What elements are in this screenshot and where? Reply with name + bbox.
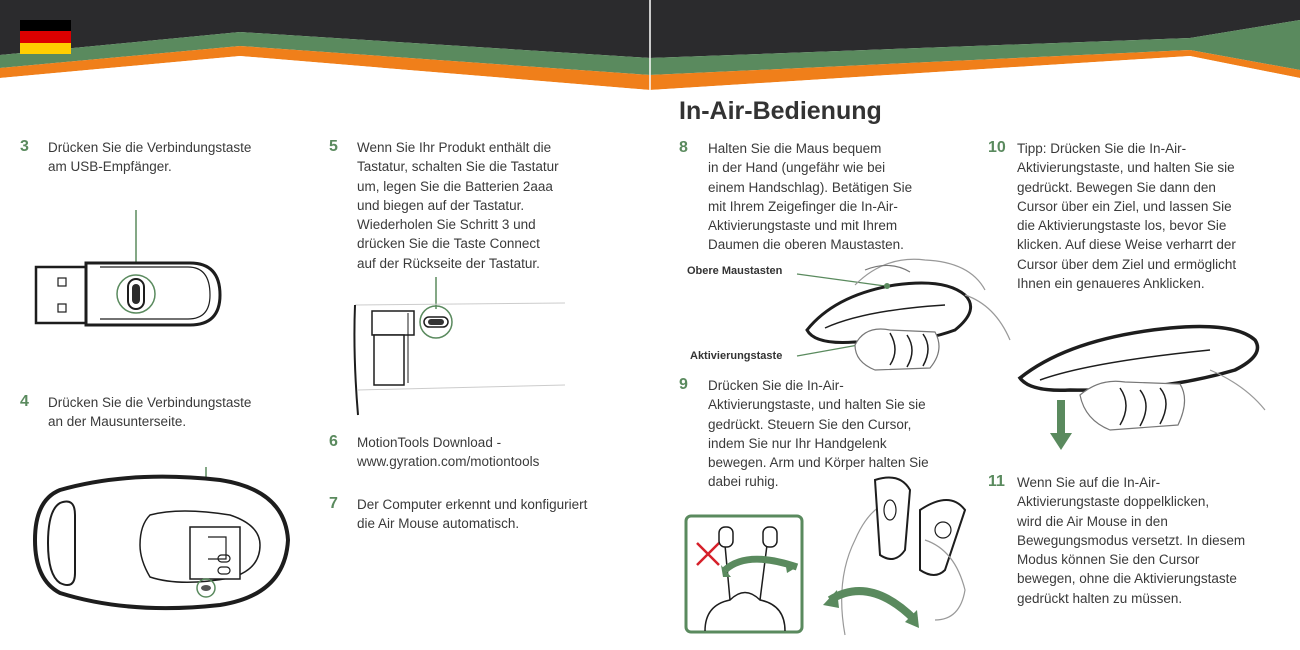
germany-flag-icon <box>20 20 71 54</box>
mouse-underside-illustration <box>30 465 292 615</box>
hand-holding-mouse-illustration <box>795 250 1015 375</box>
step-number: 5 <box>329 138 338 155</box>
keyboard-back-illustration <box>350 275 570 420</box>
correct-wrist-movement-illustration <box>815 470 980 640</box>
callout-top-buttons: Obere Maustasten <box>687 265 783 277</box>
step-text: Tipp: Drücken Sie die In-Air- Aktivierungstaste, und halten Sie sie gedrückt. Bewegen Sie dann den Cursor über ein Ziel, und lassen Sie die Aktivierungstaste los, bevor Sie klicken. Auf diese Weise verharrt der Cursor über dem Ziel und ermöglicht Ihnen ein genaueres Anklicken. <box>1017 141 1237 292</box>
step-number: 9 <box>679 376 688 393</box>
step-text: Drücken Sie die In-Air- Aktivierungstaste, und halten Sie sie gedrückt. Steuern Sie den Cursor, indem Sie nur Ihr Handgelenk bewegen. Arm und Körper halten Sie dabei ruhig. <box>708 378 929 490</box>
step-number: 3 <box>20 138 29 155</box>
incorrect-arm-movement-illustration <box>685 515 803 633</box>
step-text: Drücken Sie die Verbindungstaste an der Mausunterseite. <box>48 395 252 430</box>
step-text: Wenn Sie auf die In-Air- Aktivierungstaste doppelklicken, wird die Air Mouse in den Bewegungsmodus versetzt. In diesem Modus können Sie den Cursor bewegen, ohne die Aktivierungstaste gedrückt halten zu müssen. <box>1017 475 1246 606</box>
step-number: 7 <box>329 495 338 512</box>
callout-activation-button: Aktivierungstaste <box>690 350 783 362</box>
step-text: Wenn Sie Ihr Produkt enthält die Tastatur, schalten Sie die Tastatur um, legen Sie die Batterien 2aaa und biegen auf der Tastatur. Wiederholen Sie Schritt 3 und drücken Sie die Taste Connect auf der Rückseite der Tastatur. <box>357 140 559 271</box>
step-text: Drücken Sie die Verbindungstaste am USB-Empfänger. <box>48 140 252 175</box>
usb-receiver-illustration <box>30 205 230 330</box>
mouse-in-hand-cursor-illustration <box>1010 300 1275 455</box>
step-number: 11 <box>988 473 1005 490</box>
step-text: Halten Sie die Maus bequem in der Hand (ungefähr wie bei einem Handschlag). Betätigen Sie mit Ihrem Zeigefinger die In-Air- Aktivierungstaste und mit Ihrem Daumen die oberen Maustasten. <box>708 141 913 253</box>
header-band <box>0 0 1300 95</box>
step-number: 6 <box>329 433 338 450</box>
step-text: Der Computer erkennt und konfiguriert die Air Mouse automatisch. <box>357 497 588 532</box>
step-number: 10 <box>988 139 1006 156</box>
section-title: In-Air-Bedienung <box>679 97 882 125</box>
step-number: 8 <box>679 139 688 156</box>
step-text: MotionTools Download - www.gyration.com/motiontools <box>357 435 540 470</box>
step-number: 4 <box>20 393 29 410</box>
